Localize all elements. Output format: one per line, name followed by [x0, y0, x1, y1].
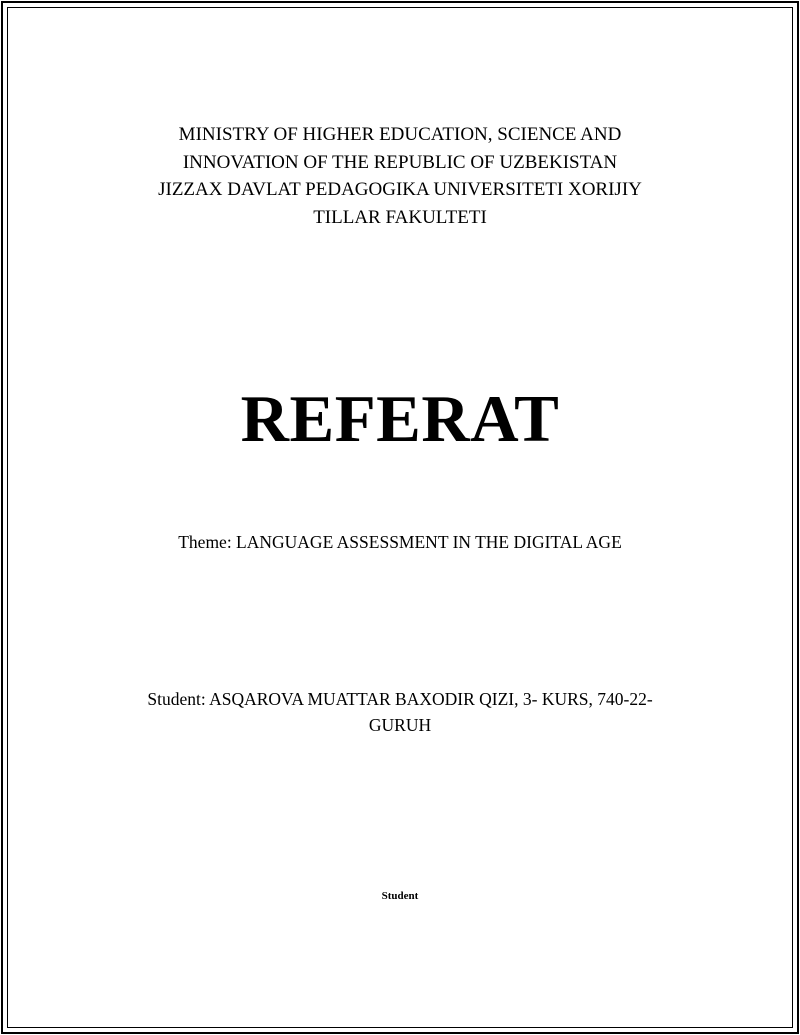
header-line-1: MINISTRY OF HIGHER EDUCATION, SCIENCE AND: [178, 124, 622, 145]
document-title: REFERAT: [240, 382, 560, 456]
header-line-3: JIZZAX DAVLAT PEDAGOGIKA UNIVERSITETI XORIJIY: [158, 179, 642, 200]
student-info: [120, 686, 680, 738]
header-line-4: TILLAR FAKULTETI: [313, 206, 487, 228]
footer-student-label: Student: [381, 890, 419, 902]
student-info-line-2: GURUH: [368, 715, 432, 735]
institution-header: [0, 121, 800, 231]
student-info-line-1: Student: ASQAROVA MUATTAR BAXODIR QIZI, 3- KURS, 740-22-: [147, 689, 653, 709]
header-line-2: INNOVATION OF THE REPUBLIC OF UZBEKISTAN: [182, 151, 618, 173]
theme-line: Theme: LANGUAGE ASSESSMENT IN THE DIGITAL AGE: [178, 532, 622, 552]
